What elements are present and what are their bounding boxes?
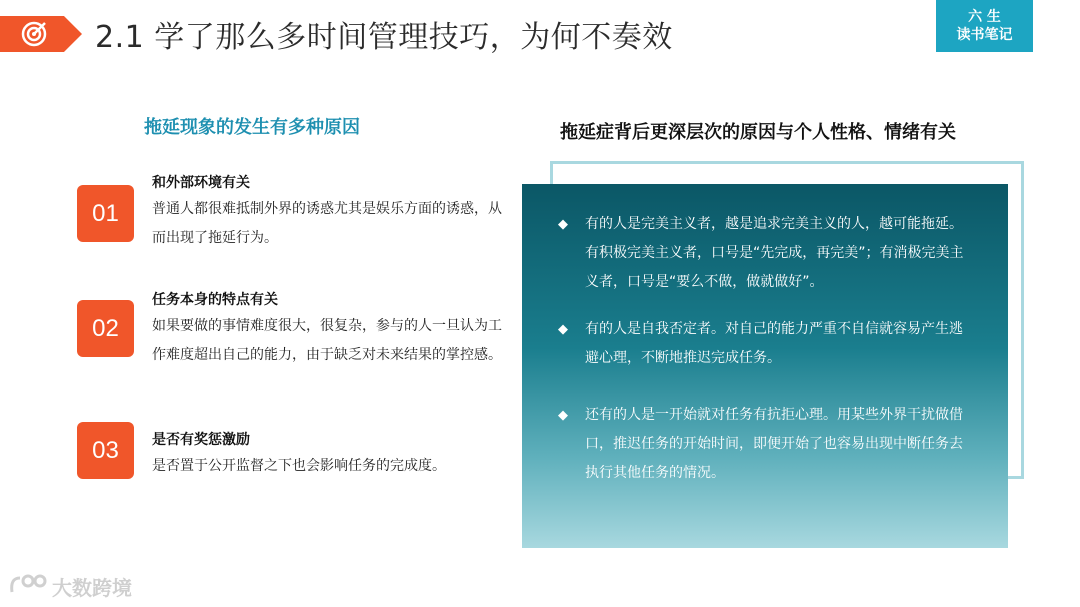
right-heading: 拖延症背后更深层次的原因与个人性格、情绪有关	[560, 122, 956, 143]
reason-text: 如果要做的事情难度很大，很复杂，参与的人一旦认为工作难度超出自己的能力，由于缺乏对未来结果的掌控感。	[152, 318, 502, 363]
diamond-bullet-icon: ◆	[558, 217, 568, 232]
watermark-logo-icon	[8, 572, 50, 598]
watermark-text: 大数跨境	[52, 576, 132, 600]
diamond-bullet-icon: ◆	[558, 408, 568, 423]
reason-item	[77, 289, 517, 399]
brand-line-1: 六 生	[968, 9, 1001, 25]
bullet-item	[558, 315, 968, 373]
bullet-text: 有的人是自我否定者。对自己的能力严重不自信就容易产生逃避心理，不断地推迟完成任务。	[585, 321, 963, 366]
reason-title: 和外部环境有关	[152, 175, 250, 191]
brand-line-2: 读书笔记	[956, 27, 1013, 43]
target-icon	[20, 20, 48, 48]
number-badge: 02	[77, 300, 134, 357]
reason-text: 普通人都很难抵制外界的诱惑尤其是娱乐方面的诱惑，从而出现了拖延行为。	[152, 201, 502, 246]
reason-title: 任务本身的特点有关	[152, 292, 278, 308]
left-heading: 拖延现象的发生有多种原因	[144, 117, 360, 138]
number-badge: 03	[77, 422, 134, 479]
bullet-text: 有的人是完美主义者，越是追求完美主义的人，越可能拖延。有积极完美主义者，口号是“先完成，再完美”；有消极完美主义者，口号是“要么不做，做就做好”。	[585, 216, 964, 290]
bullet-text: 还有的人是一开始就对任务有抗拒心理。用某些外界干扰做借口，推迟任务的开始时间，即便开始了也容易出现中断任务去执行其他任务的情况。	[585, 407, 963, 481]
reason-item	[77, 172, 517, 262]
reasons-panel	[522, 184, 1008, 548]
reason-item	[77, 429, 517, 489]
diamond-bullet-icon: ◆	[558, 322, 568, 337]
bullet-item	[558, 210, 968, 297]
reason-title: 是否有奖惩激励	[152, 432, 250, 448]
page-title: 2.1 学了那么多时间管理技巧，为何不奏效	[95, 20, 673, 55]
brand-badge	[936, 0, 1033, 52]
bullet-item	[558, 401, 968, 488]
number-badge: 01	[77, 185, 134, 242]
reason-text: 是否置于公开监督之下也会影响任务的完成度。	[152, 458, 446, 474]
